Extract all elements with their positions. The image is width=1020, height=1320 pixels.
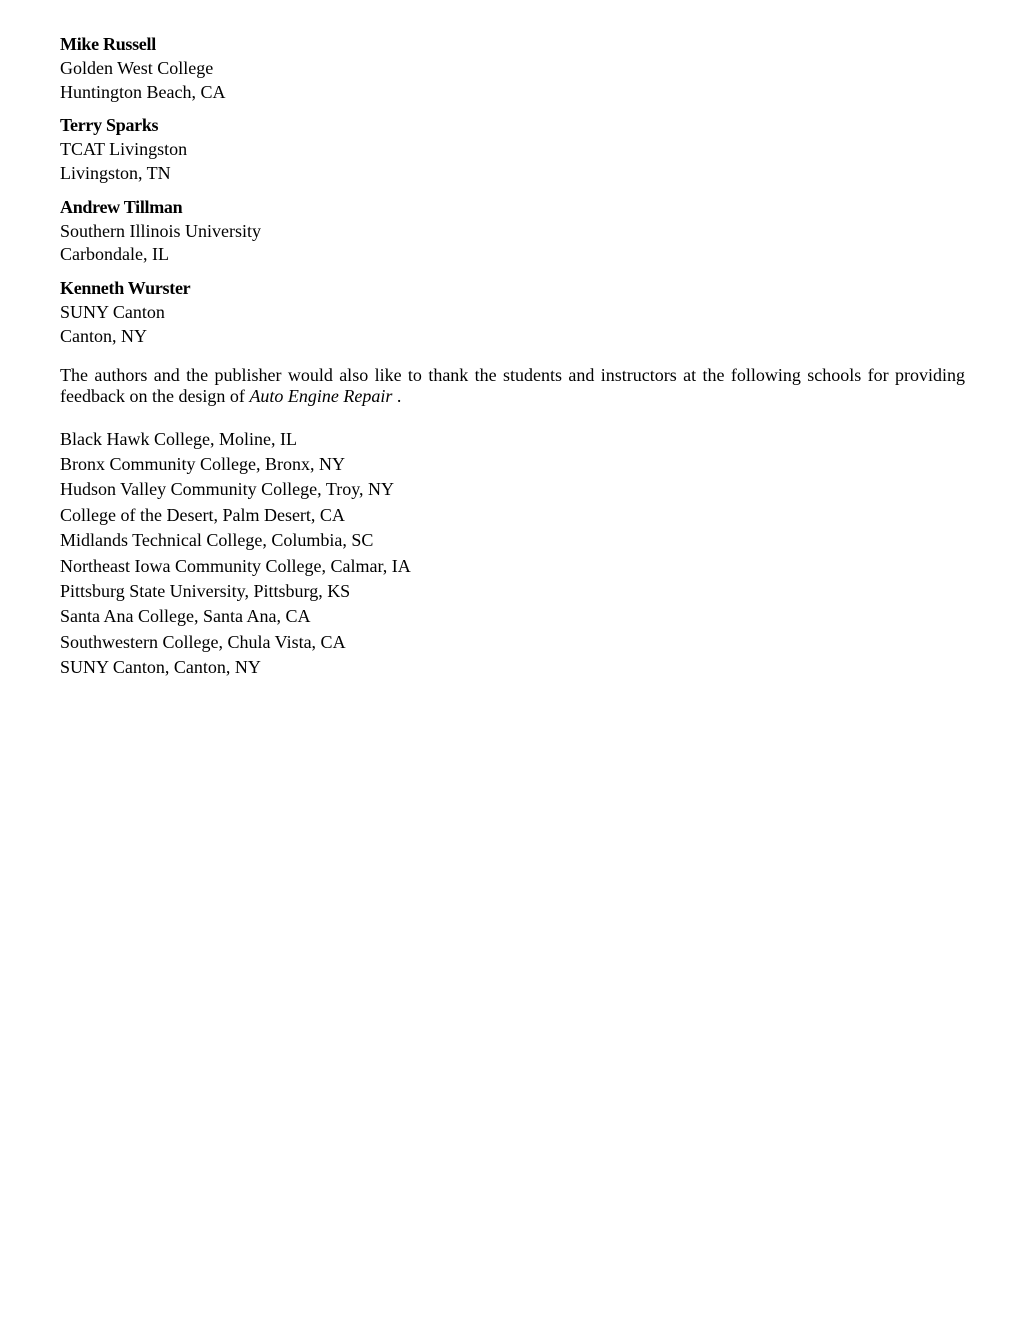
school-item: Midlands Technical College, Columbia, SC (60, 530, 374, 551)
reviewer-name: Kenneth Wurster (60, 278, 191, 299)
school-list (60, 427, 965, 681)
school-item: Santa Ana College, Santa Ana, CA (60, 606, 311, 627)
reviewer-name: Terry Sparks (60, 115, 159, 136)
reviewer-location: Huntington Beach, CA (60, 81, 226, 102)
reviewer-institution: Southern Illinois University (60, 220, 261, 241)
reviewer-institution: Golden West College (60, 57, 214, 78)
acknowledgment-text: The authors and the publisher would also like to thank the students and instructors at the following schools for providing feedback on the design of (60, 364, 965, 406)
school-item: Hudson Valley Community College, Troy, NY (60, 479, 395, 500)
book-title: Auto Engine Repair (249, 385, 393, 406)
reviewer-location: Carbondale, IL (60, 244, 169, 265)
acknowledgment-paragraph (60, 365, 965, 407)
reviewer-entry (60, 196, 965, 267)
school-item: Bronx Community College, Bronx, NY (60, 453, 345, 474)
school-item: Northeast Iowa Community College, Calmar, IA (60, 555, 411, 576)
document-page (60, 33, 965, 681)
reviewer-entry (60, 277, 965, 348)
reviewer-institution: TCAT Livingston (60, 139, 188, 160)
reviewer-entry (60, 33, 965, 104)
reviewer-location: Canton, NY (60, 325, 147, 346)
reviewer-name: Mike Russell (60, 34, 156, 54)
reviewer-entry (60, 114, 965, 185)
school-item: Black Hawk College, Moline, IL (60, 428, 297, 449)
school-item: Southwestern College, Chula Vista, CA (60, 631, 346, 652)
school-item: Pittsburg State University, Pittsburg, KS (60, 581, 351, 601)
school-item: SUNY Canton, Canton, NY (60, 657, 261, 678)
reviewer-location: Livingston, TN (60, 162, 171, 183)
reviewer-institution: SUNY Canton (60, 301, 165, 322)
acknowledgment-end: . (392, 385, 402, 406)
reviewer-name: Andrew Tillman (60, 196, 183, 217)
school-item: College of the Desert, Palm Desert, CA (60, 504, 345, 525)
